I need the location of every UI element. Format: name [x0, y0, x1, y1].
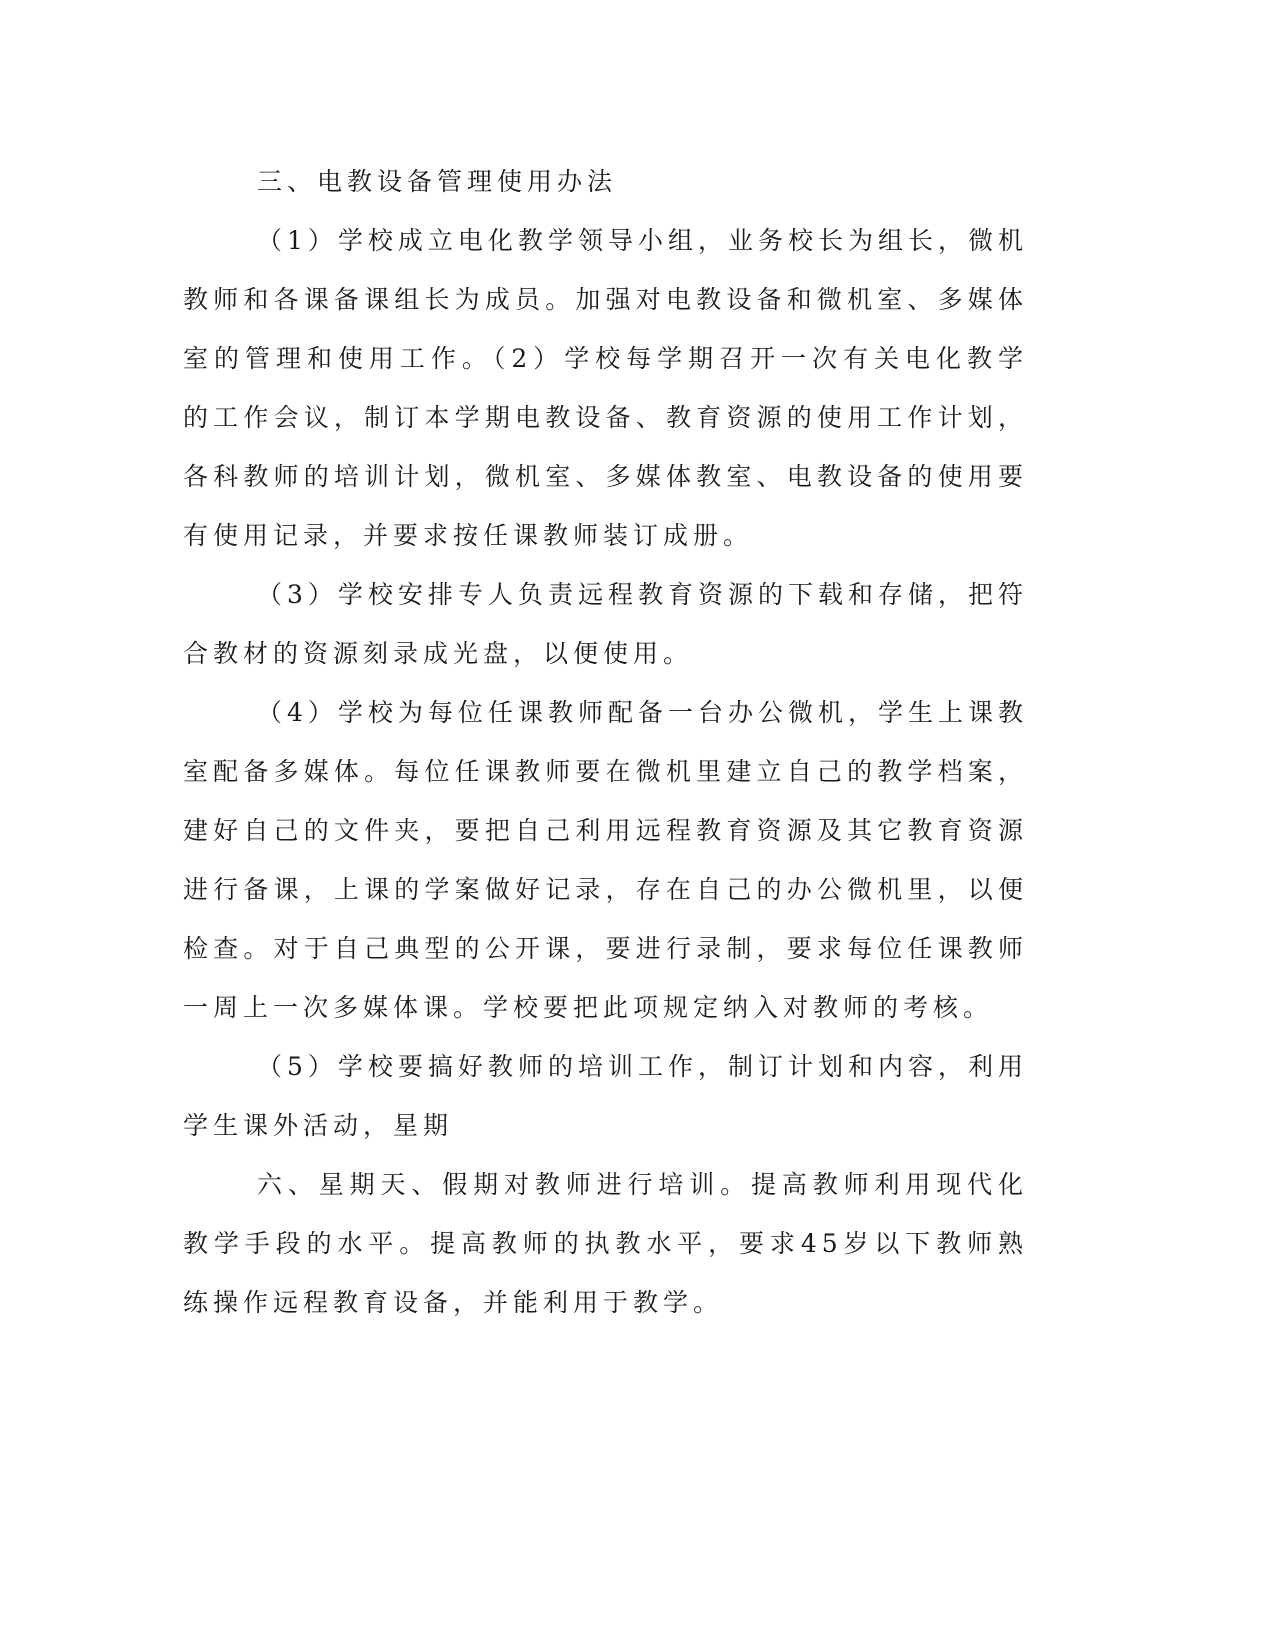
- paragraph-4: （5）学校要搞好教师的培训工作，制订计划和内容，利用学生课外活动，星期: [183, 1052, 1028, 1140]
- paragraph-5: 六、星期天、假期对教师进行培训。提高教师利用现代化教学手段的水平。提高教师的执教水平，要求45岁以下教师熟练操作远程教育设备，并能利用于教学。: [183, 1170, 1028, 1317]
- paragraph-3: （4）学校为每位任课教师配备一台办公微机，学生上课教室配备多媒体。每位任课教师要在微机里建立自己的教学档案，建好自己的文件夹，要把自己利用远程教育资源及其它教育资源进行备课，上课的学案做好记录，存在自己的办公微机里，以便检查。对于自己典型的公开课，要进行录制，要求每位任课教师一周上一次多媒体课。学校要把此项规定纳入对教师的考核。: [183, 698, 1028, 1022]
- document-body: [183, 152, 1028, 1332]
- section-heading: 三、电教设备管理使用办法: [257, 167, 618, 196]
- paragraph-1: （1）学校成立电化教学领导小组，业务校长为组长，微机教师和各课备课组长为成员。加强对电教设备和微机室、多媒体室的管理和使用工作。（2）学校每学期召开一次有关电化教学的工作会议，制订本学期电教设备、教育资源的使用工作计划，各科教师的培训计划，微机室、多媒体教室、电教设备的使用要有使用记录，并要求按任课教师装订成册。: [183, 226, 1028, 550]
- paragraph-2: （3）学校安排专人负责远程教育资源的下载和存储，把符合教材的资源刻录成光盘，以便使用。: [183, 580, 1028, 668]
